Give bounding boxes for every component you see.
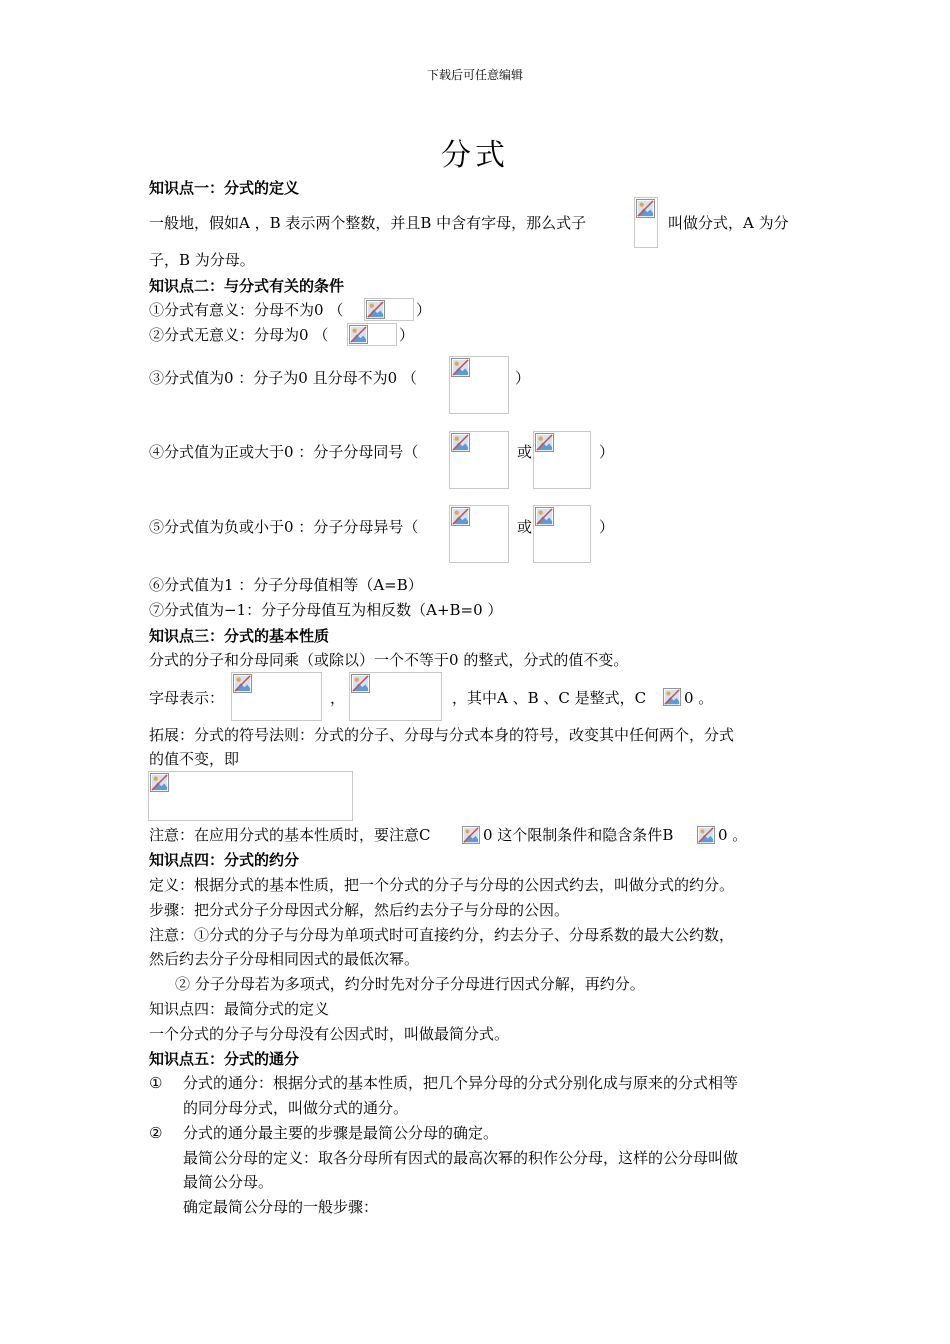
lcd-definition: 最简公分母的定义：取各分母所有因式的最高次幂的积作公分母，这样的公分母叫做: [183, 1149, 739, 1167]
extension-line-1: 拓展：分式的符号法则：分式的分子、分母与分式本身的符号，改变其中任何两个，分式: [149, 726, 735, 744]
broken-image-icon: [451, 433, 470, 452]
formula-image: [231, 672, 322, 721]
formula-image: [533, 505, 591, 563]
paren-close: ）: [599, 518, 615, 536]
broken-image-icon: [451, 507, 470, 526]
broken-image-icon: [451, 358, 470, 377]
broken-image-icon: [535, 507, 554, 526]
or-text: 或: [517, 518, 533, 536]
section-heading-4b: 知识点四：最简分式的定义: [149, 1000, 330, 1018]
condition-2: ②分式无意义：分母为0 （: [149, 326, 329, 344]
property-note-end: 0 。: [718, 826, 748, 844]
page-title: 分式: [441, 138, 509, 173]
reduction-note-1: 注意：①分式的分子与分母为单项式时可直接约分，约去分子、分母系数的最大公约数，: [149, 926, 735, 944]
reduction-definition: 定义：根据分式的基本性质，把一个分式的分子与分母的公因式约去，叫做分式的约分。: [149, 876, 735, 894]
broken-image-icon: [351, 674, 370, 693]
broken-image-icon: [349, 325, 368, 344]
definition-line-cont: 叫做分式，A 为分: [668, 214, 789, 232]
paren-close: ）: [515, 369, 531, 387]
property-note: 注意：在应用分式的基本性质时，要注意C: [149, 826, 431, 844]
common-denominator-item-1-cont: 的同分母分式，叫做分式的通分。: [183, 1099, 409, 1117]
section-heading-3: 知识点三：分式的基本性质: [149, 627, 330, 645]
paren-close: ）: [599, 443, 615, 461]
broken-image-icon: [150, 773, 169, 792]
property-note-mid: 0 这个限制条件和隐含条件B: [483, 826, 674, 844]
condition-6: ⑥分式值为1 ：分子分母值相等（A=B）: [149, 576, 423, 594]
formula-image: [449, 431, 509, 489]
lcd-steps-intro: 确定最简公分母的一般步骤：: [183, 1198, 379, 1216]
reduction-note-3: ② 分子分母若为多项式，约分时先对分子分母进行因式分解，再约分。: [175, 975, 645, 993]
broken-image-icon: [462, 826, 480, 844]
formula-image: [347, 323, 397, 346]
section-heading-1: 知识点一：分式的定义: [149, 179, 300, 197]
simplest-fraction-definition: 一个分式的分子与分母没有公因式时，叫做最简分式。: [149, 1025, 510, 1043]
reduction-steps: 步骤：把分式分子分母因式分解，然后约去分子与分母的公因。: [149, 901, 570, 919]
formula-image: [449, 505, 509, 563]
formula-image: [364, 298, 414, 321]
definition-line: 一般地，假如A ，B 表示两个整数，并且B 中含有字母，那么式子: [149, 214, 587, 232]
section-heading-4: 知识点四：分式的约分: [149, 851, 300, 869]
lcd-definition-cont: 最简公分母。: [183, 1173, 274, 1191]
formula-image: [533, 431, 591, 489]
paren-close: ）: [399, 326, 415, 344]
formula-image: [634, 197, 658, 248]
formula-image: [349, 672, 442, 721]
broken-image-icon: [663, 688, 681, 706]
formula-image: [148, 771, 353, 821]
common-denominator-item-2: 分式的通分最主要的步骤是最简公分母的确定。: [183, 1124, 499, 1142]
condition-7: ⑦分式值为−1：分子分母值互为相反数（A+B=0 ）: [149, 601, 503, 619]
condition-4: ④分式值为正或大于0 ：分子分母同号（: [149, 443, 419, 461]
letter-representation: 字母表示：: [149, 689, 225, 707]
paren-close: ）: [416, 301, 432, 319]
extension-line-2: 的值不变，即: [149, 750, 240, 768]
broken-image-icon: [366, 300, 385, 319]
page-header: 下载后可任意编辑: [426, 68, 523, 82]
comma-text: ，: [330, 689, 346, 707]
broken-image-icon: [233, 674, 252, 693]
condition-1: ①分式有意义：分母不为0 （: [149, 301, 344, 319]
condition-5: ⑤分式值为负或小于0 ：分子分母异号（: [149, 518, 419, 536]
broken-image-icon: [535, 433, 554, 452]
list-marker-2: ②: [149, 1124, 163, 1142]
or-text: 或: [517, 443, 533, 461]
common-denominator-item-1: 分式的通分：根据分式的基本性质，把几个异分母的分式分别化成与原来的分式相等: [183, 1074, 739, 1092]
condition-3: ③分式值为0 ：分子为0 且分母不为0 （: [149, 369, 417, 387]
definition-line-2: 子，B 为分母。: [149, 251, 255, 269]
broken-image-icon: [636, 199, 655, 218]
broken-image-icon: [697, 826, 715, 844]
list-marker-1: ①: [149, 1074, 163, 1092]
section-heading-5: 知识点五：分式的通分: [149, 1050, 300, 1068]
section-heading-2: 知识点二：与分式有关的条件: [149, 277, 345, 295]
reduction-note-2: 然后约去分子分母相同因式的最低次幂。: [149, 950, 420, 968]
property-text: 分式的分子和分母同乘（或除以）一个不等于0 的整式，分式的值不变。: [149, 651, 629, 669]
representation-note: ，其中A 、B 、C 是整式，C: [452, 689, 647, 707]
representation-note-end: 0 。: [684, 689, 714, 707]
formula-image: [449, 356, 509, 414]
